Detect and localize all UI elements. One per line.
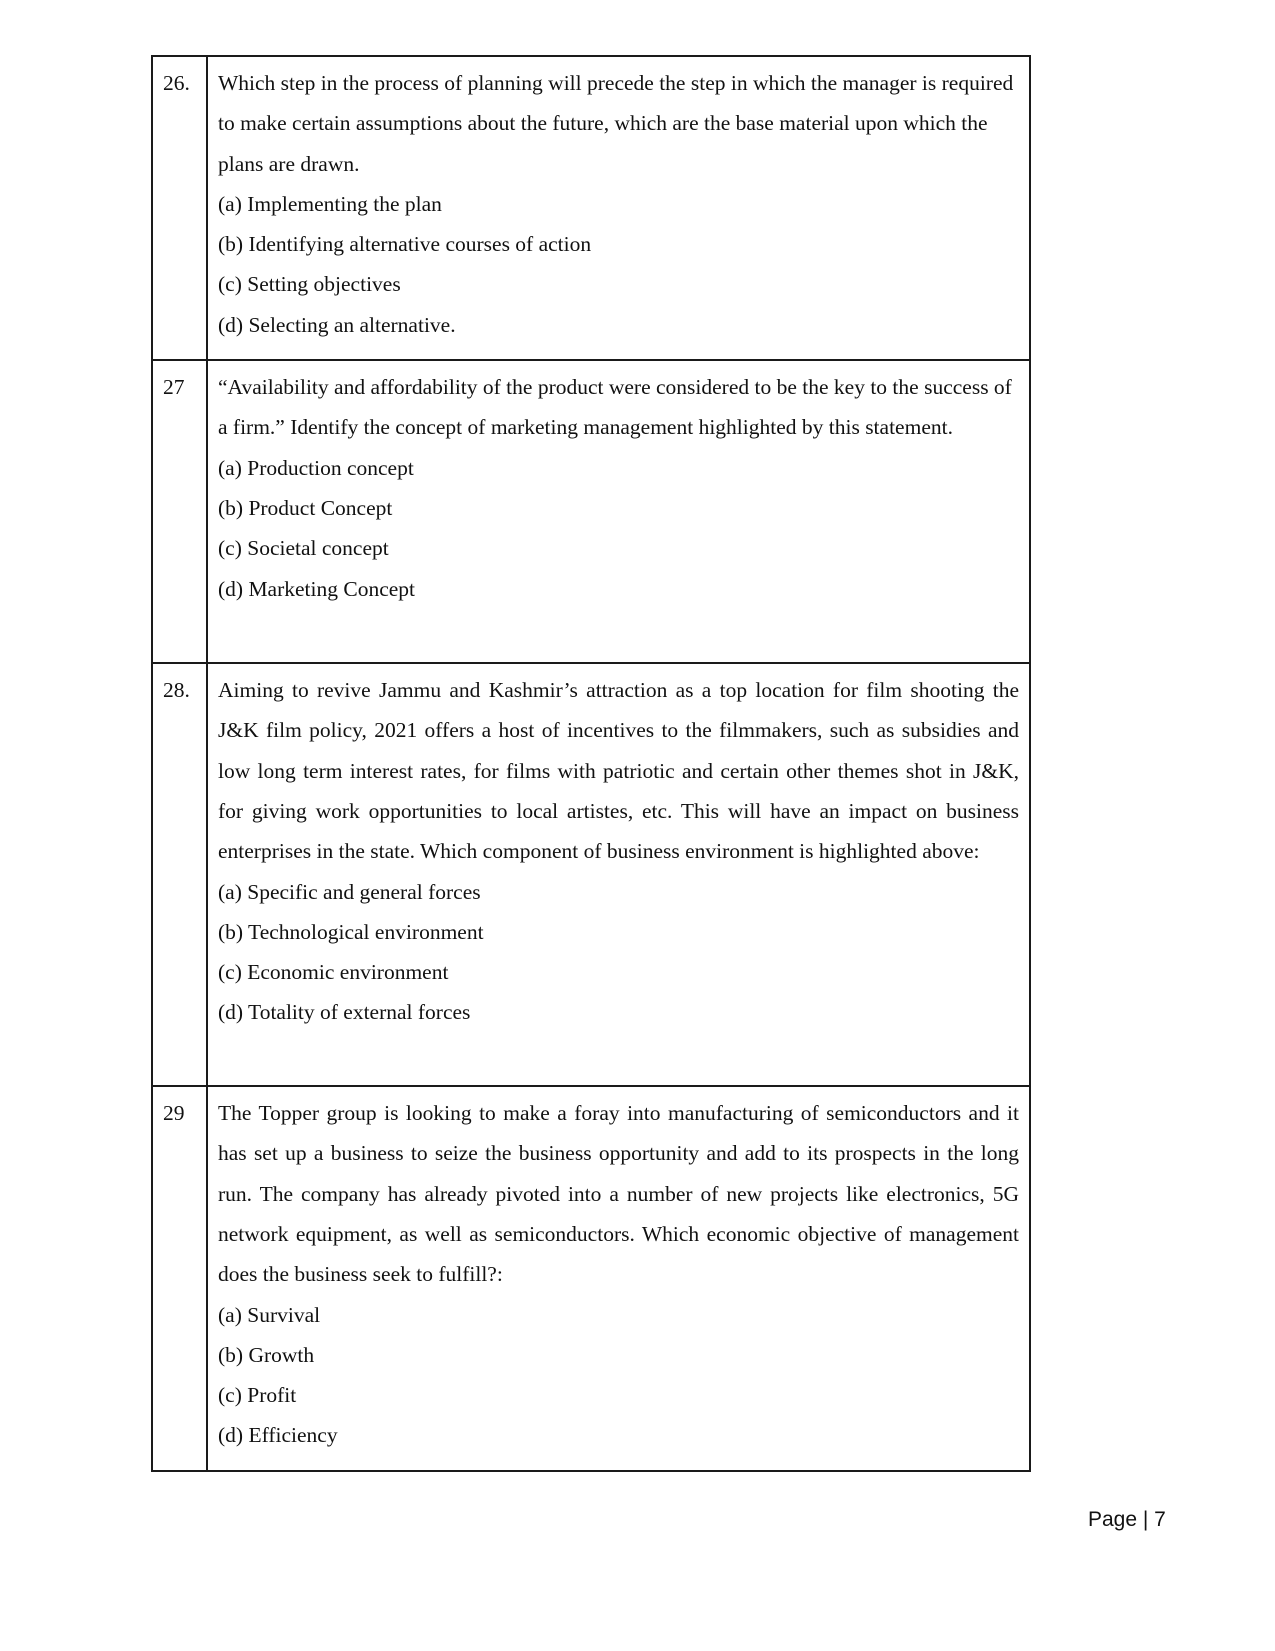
option-b: (b) Identifying alternative courses of action xyxy=(218,232,592,257)
option-a: (a) Specific and general forces xyxy=(218,879,481,904)
question-number: 26. xyxy=(152,56,207,360)
question-stem: The Topper group is looking to make a foray into manufacturing of semiconductors and it has set up a business to seize the business opportunity and add to its prospects in the long run. The company has already pivoted into a number of new projects like electronics, 5G network equipment, as well as semiconductors. Which economic objective of management does the business seek to fulfill?: xyxy=(218,1101,1019,1287)
question-body xyxy=(207,1086,1030,1471)
question-table xyxy=(151,55,1031,1472)
question-body xyxy=(207,56,1030,360)
question-row xyxy=(152,360,1030,663)
option-d: (d) Efficiency xyxy=(218,1423,338,1448)
question-number: 29 xyxy=(152,1086,207,1471)
question-row xyxy=(152,1086,1030,1471)
question-stem: Aiming to revive Jammu and Kashmir’s attraction as a top location for film shooting the J&K film policy, 2021 offers a host of incentives to the filmmakers, such as subsidies and low long term interest rates, for films with patriotic and certain other themes shot in J&K, for giving work opportunities to local artistes, etc. This will have an impact on business enterprises in the state. Which component of business environment is highlighted above: xyxy=(218,678,1019,864)
question-body xyxy=(207,663,1030,1086)
option-c: (c) Economic environment xyxy=(218,960,449,985)
option-c: (c) Profit xyxy=(218,1383,297,1408)
option-b: (b) Growth xyxy=(218,1342,315,1367)
question-body xyxy=(207,360,1030,663)
option-a: (a) Implementing the plan xyxy=(218,191,442,216)
option-d: (d) Totality of external forces xyxy=(218,1000,471,1025)
option-c: (c) Societal concept xyxy=(218,536,389,561)
question-number: 27 xyxy=(152,360,207,663)
question-stem: Which step in the process of planning will precede the step in which the manager is required to make certain assumptions about the future, which are the base material upon which the plans are drawn. xyxy=(218,71,1014,176)
question-row xyxy=(152,663,1030,1086)
option-b: (b) Technological environment xyxy=(218,919,484,944)
question-row xyxy=(152,56,1030,360)
option-a: (a) Survival xyxy=(218,1302,321,1327)
option-c: (c) Setting objectives xyxy=(218,272,401,297)
option-b: (b) Product Concept xyxy=(218,495,393,520)
question-stem: “Availability and affordability of the product were considered to be the key to the success of a firm.” Identify the concept of marketing management highlighted by this statement. xyxy=(218,375,1012,440)
page-number: Page | 7 xyxy=(1088,1508,1166,1531)
question-number: 28. xyxy=(152,663,207,1086)
option-d: (d) Marketing Concept xyxy=(218,576,416,601)
option-d: (d) Selecting an alternative. xyxy=(218,312,456,337)
option-a: (a) Production concept xyxy=(218,455,414,480)
